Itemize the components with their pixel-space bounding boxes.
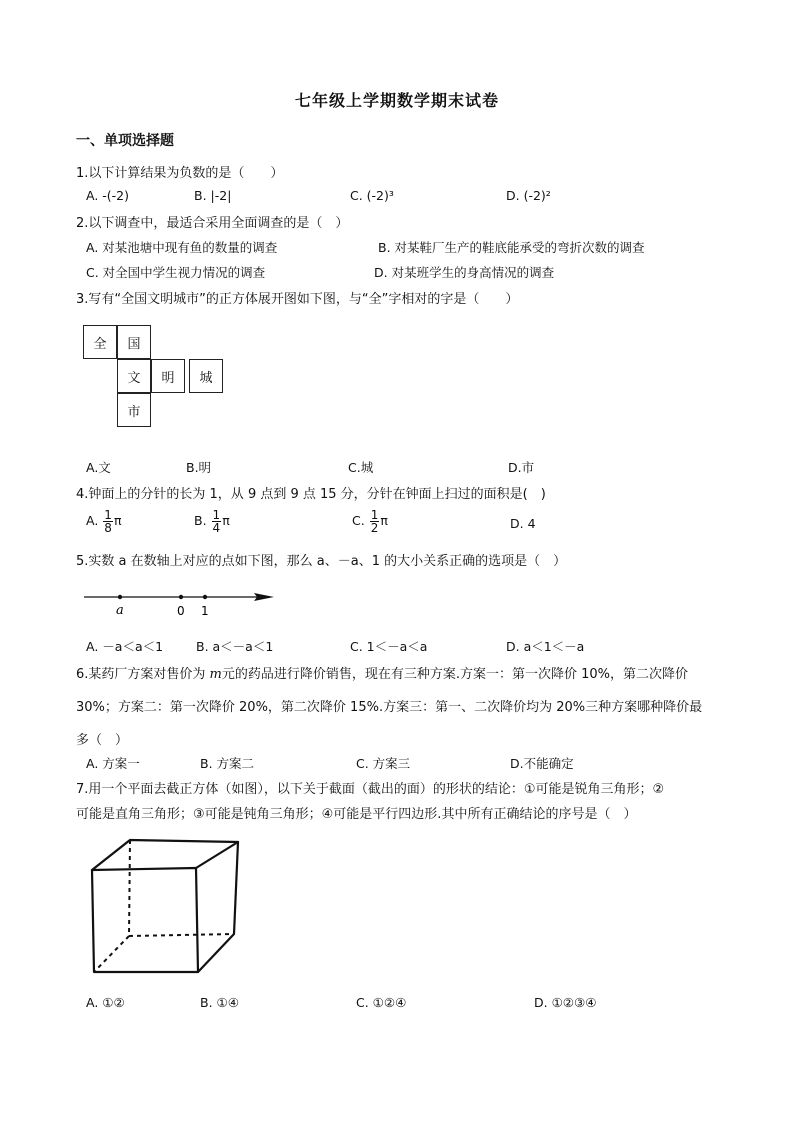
q4-option-d: D. 4	[510, 516, 536, 531]
q5-option-a: A. －a＜a＜1	[86, 639, 164, 654]
question-6-line-3: 多（ ）	[76, 733, 129, 748]
pi-symbol: π	[380, 513, 388, 528]
label-zero: 0	[177, 604, 185, 618]
q2-option-d: D. 对某班学生的身高情况的调查	[374, 265, 555, 280]
q6-text-post: 元的药品进行降价销售，现在有三种方案.方案一：第一次降价 10%，第二次降价	[221, 667, 689, 682]
q7-option-d: D. ①②③④	[534, 995, 597, 1010]
net-cell-wen: 文	[117, 359, 151, 393]
question-7-line-1: 7.用一个平面去截正方体（如图），以下关于截面（截出的面）的形状的结论：①可能是锐角三角形；②	[76, 782, 665, 797]
question-7-line-2: 可能是直角三角形；③可能是钝角三角形；④可能是平行四边形.其中所有正确结论的序号是（ ）	[76, 807, 637, 822]
fraction-denominator: 8	[104, 521, 112, 535]
fraction	[103, 509, 113, 534]
q3-option-b: B.明	[186, 460, 212, 475]
cube-front-face	[92, 868, 198, 972]
point-a	[118, 595, 122, 599]
fraction	[212, 509, 222, 534]
cube-right-edges	[198, 842, 238, 972]
q4-option-b	[194, 509, 230, 534]
question-6-line-1	[76, 663, 688, 682]
q3-option-c: C.城	[348, 460, 374, 475]
label-a: a	[116, 603, 124, 618]
net-cell-quan: 全	[83, 325, 117, 359]
q3-option-d: D.市	[508, 460, 535, 475]
question-5-stem: 5.实数 a 在数轴上对应的点如下图，那么 a、－a、1 的大小关系正确的选项是（ ）	[76, 554, 567, 569]
question-2-stem: 2.以下调查中，最适合采用全面调查的是（ ）	[76, 216, 349, 231]
label-one: 1	[201, 604, 209, 618]
fraction-numerator: 1	[104, 508, 112, 522]
number-line-arrow	[254, 593, 274, 601]
q1-option-a: A. -(-2)	[86, 188, 130, 203]
number-line-figure	[80, 586, 280, 618]
q2-option-b: B. 对某鞋厂生产的鞋底能承受的弯折次数的调查	[378, 240, 645, 255]
question-6-line-2: 30%；方案二：第一次降价 20%，第二次降价 15%.方案三：第一、二次降价均为 20%三种方案哪种降价最	[76, 700, 703, 715]
fraction	[370, 509, 380, 534]
q7-option-c: C. ①②④	[356, 995, 407, 1010]
pi-symbol: π	[222, 513, 230, 528]
q2-option-c: C. 对全国中学生视力情况的调查	[86, 265, 266, 280]
pi-symbol: π	[113, 513, 122, 528]
q6-option-c: C. 方案三	[356, 756, 411, 771]
q5-option-c: C. 1＜－a＜a	[350, 639, 428, 654]
question-3-stem: 3.写有“全国文明城市”的正方体展开图如下图，与“全”字相对的字是（ ）	[76, 292, 519, 307]
cube-hidden-edge-vertical	[129, 840, 130, 936]
q1-option-d: D. (-2)²	[506, 188, 551, 203]
net-cell-cheng: 城	[189, 359, 223, 393]
point-one	[203, 595, 207, 599]
q4-option-a-label: A.	[86, 513, 99, 528]
fraction-denominator: 2	[370, 521, 379, 535]
q7-option-b: B. ①④	[200, 995, 239, 1010]
section-heading: 一、单项选择题	[76, 133, 174, 149]
q7-option-a: A. ①②	[86, 995, 125, 1010]
q6-variable-m: m	[209, 667, 222, 682]
cube-figure	[82, 832, 248, 982]
cube-top-face	[92, 840, 238, 870]
q5-option-d: D. a＜1＜－a	[506, 639, 585, 654]
q3-option-a: A.文	[86, 460, 111, 475]
fraction-numerator: 1	[212, 508, 221, 522]
q1-option-c: C. (-2)³	[350, 188, 394, 203]
q6-option-b: B. 方案二	[200, 756, 255, 771]
q1-option-b: B. |-2|	[194, 188, 232, 203]
fraction-numerator: 1	[370, 508, 379, 522]
q6-text-pre: 6.某药厂方案对售价为	[76, 667, 206, 682]
fraction-denominator: 4	[212, 521, 221, 535]
cube-hidden-edge-back	[129, 934, 234, 936]
net-cell-shi: 市	[117, 393, 151, 427]
q4-option-c	[352, 509, 388, 534]
q4-option-a	[86, 509, 121, 534]
page-title: 七年级上学期数学期末试卷	[294, 91, 499, 110]
net-cell-guo: 国	[117, 325, 151, 359]
point-zero	[179, 595, 183, 599]
q2-option-a: A. 对某池塘中现有鱼的数量的调查	[86, 240, 278, 255]
q5-option-b: B. a＜－a＜1	[196, 639, 274, 654]
q4-option-c-label: C.	[352, 513, 365, 528]
net-cell-ming: 明	[151, 359, 185, 393]
q6-option-a: A. 方案一	[86, 756, 140, 771]
cube-hidden-edge-diagonal	[94, 936, 129, 972]
q6-option-d: D.不能确定	[510, 756, 574, 771]
question-4-stem: 4.钟面上的分针的长为 1，从 9 点到 9 点 15 分，分针在钟面上扫过的面积是( )	[76, 487, 546, 502]
question-1-stem: 1.以下计算结果为负数的是（ ）	[76, 166, 284, 181]
q4-option-b-label: B.	[194, 513, 207, 528]
